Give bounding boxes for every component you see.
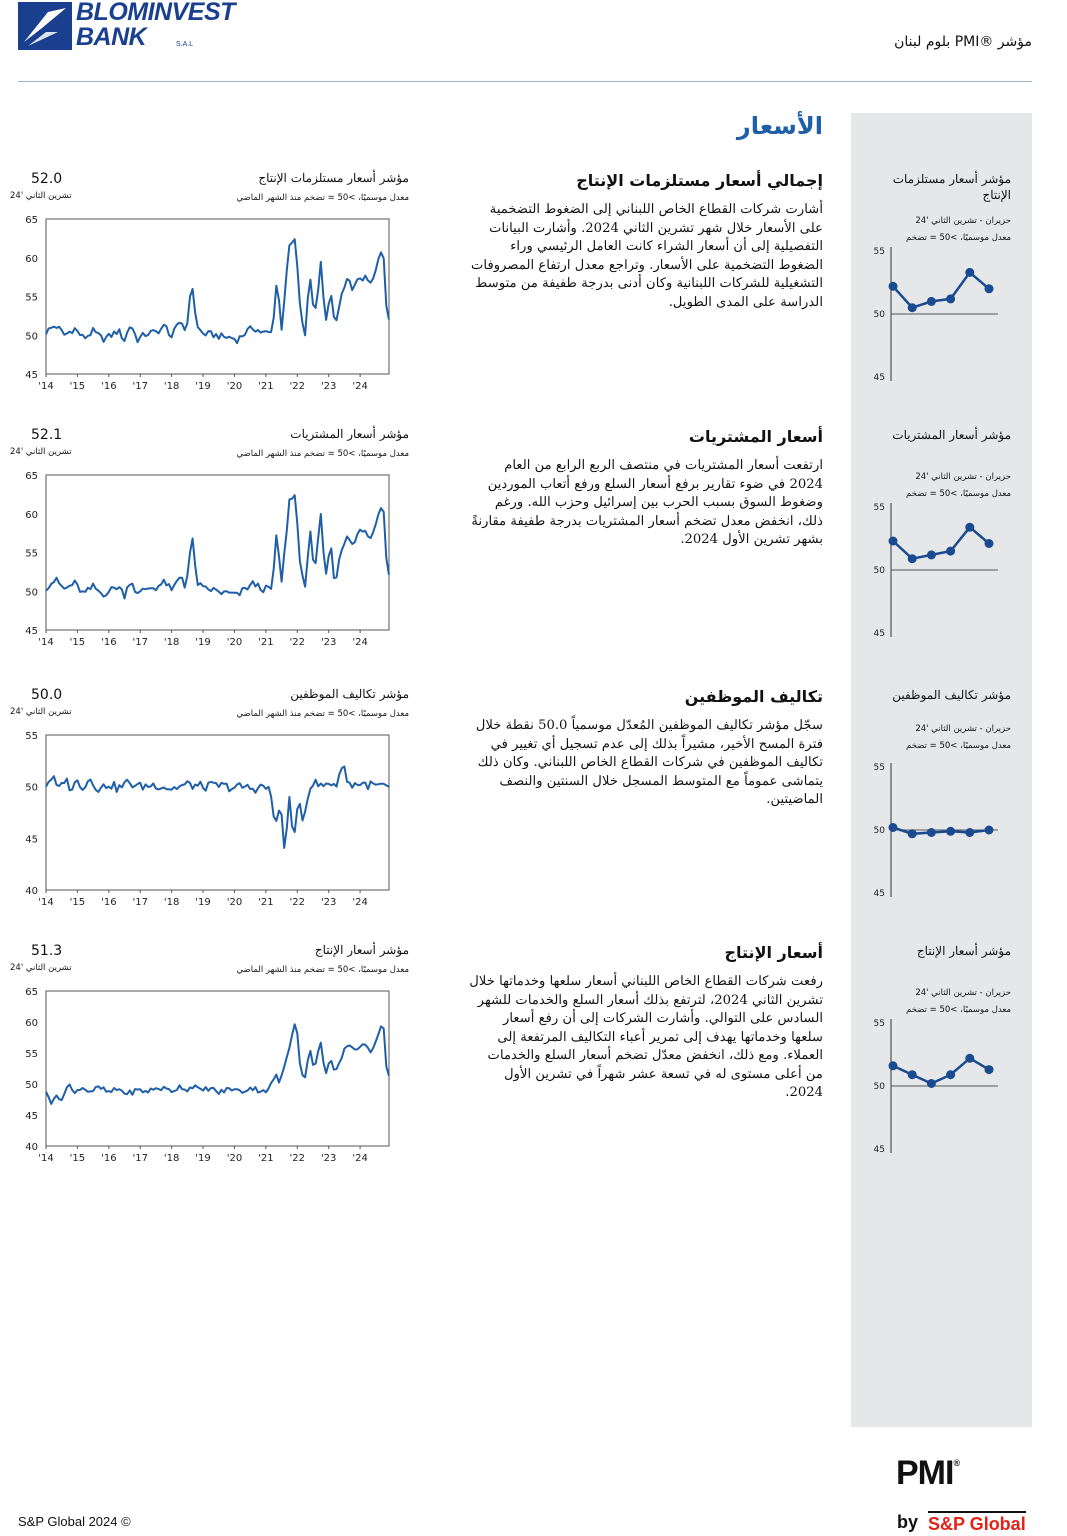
side-point bbox=[927, 550, 936, 559]
x-tick-label: '18 bbox=[163, 897, 180, 908]
x-tick-label: '14 bbox=[38, 381, 54, 392]
side-line-chart bbox=[0, 667, 1067, 927]
chart-subtitle: معدل موسميًا، >50 = تضخم منذ الشهر الماضي bbox=[236, 965, 409, 975]
side-point bbox=[889, 537, 898, 546]
side-y-tick-label: 45 bbox=[873, 373, 885, 383]
x-tick-label: '20 bbox=[226, 637, 243, 648]
side-chart-period: حزيران - تشرين الثاني '24 bbox=[915, 472, 1011, 482]
x-tick-label: '16 bbox=[101, 637, 117, 648]
x-tick-label: '14 bbox=[38, 1153, 54, 1164]
side-point bbox=[965, 523, 974, 532]
x-tick-label: '19 bbox=[195, 897, 211, 908]
y-tick-label: 50 bbox=[25, 1080, 38, 1091]
side-point bbox=[908, 829, 917, 838]
side-point bbox=[985, 826, 994, 835]
side-chart-period: حزيران - تشرين الثاني '24 bbox=[915, 988, 1011, 998]
x-tick-label: '17 bbox=[132, 897, 148, 908]
y-tick-label: 55 bbox=[25, 548, 38, 560]
x-tick-label: '19 bbox=[195, 381, 211, 392]
chart-title: مؤشر تكاليف الموظفين bbox=[290, 687, 409, 701]
x-tick-label: '23 bbox=[320, 637, 337, 648]
section-body: سجّل مؤشر تكاليف الموظفين المُعدّل موسمياً 50.0 نقطة خلال فترة المسح الأخير، مشيراً بذلك إلى عدم تسجيل أي تغيير في تكاليف الموظفين في شركات القطاع الخاص اللبناني. وكان ذلك يتماشى عموماً مع المتوسط المسجل خلال السنتين والنصف الماضيتين. bbox=[475, 718, 823, 807]
side-chart-title: مؤشر أسعار الإنتاج bbox=[916, 944, 1011, 958]
x-tick-label: '19 bbox=[195, 637, 211, 648]
logo-suffix: S.A.L bbox=[176, 41, 194, 48]
side-chart-period: حزيران - تشرين الثاني '24 bbox=[915, 724, 1011, 734]
side-point bbox=[965, 1054, 974, 1063]
x-tick-label: '19 bbox=[195, 1153, 211, 1164]
side-point bbox=[889, 823, 898, 832]
latest-value: 51.3 bbox=[31, 943, 63, 959]
copyright: S&P Global 2024 © bbox=[18, 1514, 131, 1529]
side-line-chart bbox=[0, 923, 1067, 1183]
side-chart-title: مؤشر أسعار المشتريات bbox=[892, 428, 1011, 442]
side-point bbox=[908, 554, 917, 563]
x-tick-label: '24 bbox=[352, 637, 368, 648]
x-tick-label: '15 bbox=[69, 897, 86, 908]
side-point bbox=[946, 547, 955, 556]
x-tick-label: '21 bbox=[258, 1153, 274, 1164]
report-title: مؤشر ®PMI بلوم لبنان bbox=[894, 34, 1032, 50]
y-tick-label: 60 bbox=[25, 509, 38, 521]
side-y-tick-label: 50 bbox=[873, 1082, 885, 1092]
side-chart-note: معدل موسميًا، >50 = تضخم bbox=[906, 489, 1011, 499]
logo-text-line2: BANK bbox=[76, 23, 147, 51]
x-tick-label: '23 bbox=[320, 1153, 337, 1164]
latest-month: تشرين الثاني '24 bbox=[10, 963, 72, 973]
x-tick-label: '18 bbox=[163, 637, 180, 648]
side-point bbox=[908, 1070, 917, 1079]
y-tick-label: 55 bbox=[25, 731, 38, 742]
x-tick-label: '20 bbox=[226, 1153, 243, 1164]
side-y-tick-label: 50 bbox=[873, 566, 885, 576]
latest-value: 50.0 bbox=[31, 687, 63, 703]
y-tick-label: 50 bbox=[25, 782, 38, 794]
side-point bbox=[965, 828, 974, 837]
side-series-line bbox=[893, 272, 989, 307]
logo-mark-icon bbox=[18, 2, 72, 50]
side-chart-title: مؤشر أسعار مستلزمات الإنتاج bbox=[892, 172, 1011, 202]
y-tick-label: 55 bbox=[25, 292, 38, 304]
side-series-line bbox=[893, 828, 989, 834]
x-tick-label: '16 bbox=[101, 897, 117, 908]
by-label: by bbox=[897, 1512, 919, 1532]
side-chart-title: مؤشر تكاليف الموظفين bbox=[892, 688, 1011, 702]
side-chart-note: معدل موسميًا، >50 = تضخم bbox=[906, 1005, 1011, 1015]
x-tick-label: '20 bbox=[226, 897, 243, 908]
latest-month: تشرين الثاني '24 bbox=[10, 191, 72, 201]
side-point bbox=[985, 284, 994, 293]
sp-global-logo: S&P Global bbox=[928, 1511, 1026, 1535]
section-heading: أسعار الإنتاج bbox=[724, 943, 823, 962]
chart-subtitle: معدل موسميًا، >50 = تضخم منذ الشهر الماضي bbox=[236, 193, 409, 203]
side-line-chart bbox=[0, 407, 1067, 667]
y-tick-label: 45 bbox=[25, 626, 38, 637]
x-tick-label: '22 bbox=[289, 381, 306, 392]
section-heading: إجمالي أسعار مستلزمات الإنتاج bbox=[576, 171, 823, 190]
x-tick-label: '16 bbox=[101, 1153, 117, 1164]
side-point bbox=[889, 1061, 898, 1070]
chart-title: مؤشر أسعار المشتريات bbox=[290, 427, 409, 441]
y-tick-label: 65 bbox=[25, 215, 38, 226]
y-tick-label: 40 bbox=[25, 1142, 38, 1153]
side-y-tick-label: 50 bbox=[873, 310, 885, 320]
pmi-trademark: ® bbox=[953, 1458, 960, 1468]
latest-month: تشرين الثاني '24 bbox=[10, 447, 72, 457]
chart-subtitle: معدل موسميًا، >50 = تضخم منذ الشهر الماضي bbox=[236, 449, 409, 459]
header-divider bbox=[18, 81, 1032, 82]
page-title: الأسعار bbox=[736, 112, 823, 140]
section-heading: أسعار المشتريات bbox=[688, 427, 823, 446]
latest-value: 52.1 bbox=[31, 427, 63, 443]
section-body: رفعت شركات القطاع الخاص اللبناني أسعار سلعها وخدماتها خلال تشرين الثاني 2024، لترتفع بذلك أسعار السلع والخدمات للشهر السادس على التوالي. وأشارت الشركات إلى أن رفع أسعار سلعها وخدماتها يهدف إلى تمرير أعباء التكاليف المرتفعة إلى العملاء. ومع ذلك، انخفض معدّل تضخم أسعار السلع والخدمات من أعلى مستوى له في تسعة عشر شهراً في تشرين الأول 2024. bbox=[469, 974, 823, 1100]
y-tick-label: 45 bbox=[25, 834, 38, 846]
y-tick-label: 50 bbox=[25, 587, 38, 599]
y-tick-label: 60 bbox=[25, 253, 38, 265]
chart-title: مؤشر أسعار الإنتاج bbox=[314, 943, 409, 957]
y-tick-label: 45 bbox=[25, 370, 38, 381]
x-tick-label: '22 bbox=[289, 1153, 306, 1164]
side-point bbox=[889, 282, 898, 291]
x-tick-label: '17 bbox=[132, 1153, 148, 1164]
section-heading: تكاليف الموظفين bbox=[684, 687, 823, 706]
y-tick-label: 50 bbox=[25, 331, 38, 343]
side-y-tick-label: 55 bbox=[873, 1019, 885, 1029]
x-tick-label: '21 bbox=[258, 897, 274, 908]
latest-value: 52.0 bbox=[31, 171, 63, 187]
blominvest-logo bbox=[18, 0, 258, 52]
side-line-chart bbox=[0, 151, 1067, 411]
side-chart-note: معدل موسميًا، >50 = تضخم bbox=[906, 233, 1011, 243]
x-tick-label: '15 bbox=[69, 381, 86, 392]
pmi-logo-text: PMI bbox=[896, 1454, 954, 1492]
x-tick-label: '15 bbox=[69, 1153, 86, 1164]
logo-text-line1: BLOMINVEST bbox=[76, 0, 235, 26]
side-chart-note: معدل موسميًا، >50 = تضخم bbox=[906, 741, 1011, 751]
side-point bbox=[965, 268, 974, 277]
x-tick-label: '22 bbox=[289, 637, 306, 648]
x-tick-label: '24 bbox=[352, 381, 368, 392]
side-y-tick-label: 50 bbox=[873, 826, 885, 836]
side-y-tick-label: 45 bbox=[873, 629, 885, 639]
side-point bbox=[985, 1065, 994, 1074]
x-tick-label: '21 bbox=[258, 637, 274, 648]
x-tick-label: '14 bbox=[38, 897, 54, 908]
y-tick-label: 60 bbox=[25, 1018, 38, 1029]
y-tick-label: 45 bbox=[25, 1111, 38, 1122]
side-point bbox=[946, 1070, 955, 1079]
x-tick-label: '21 bbox=[258, 381, 274, 392]
x-tick-label: '18 bbox=[163, 1153, 180, 1164]
side-series-line bbox=[893, 527, 989, 559]
x-tick-label: '22 bbox=[289, 897, 306, 908]
y-tick-label: 55 bbox=[25, 1049, 38, 1060]
side-y-tick-label: 45 bbox=[873, 889, 885, 899]
x-tick-label: '14 bbox=[38, 637, 54, 648]
x-tick-label: '24 bbox=[352, 897, 368, 908]
latest-month: تشرين الثاني '24 bbox=[10, 707, 72, 717]
side-point bbox=[946, 827, 955, 836]
side-y-tick-label: 55 bbox=[873, 503, 885, 513]
x-tick-label: '16 bbox=[101, 381, 117, 392]
x-tick-label: '17 bbox=[132, 381, 148, 392]
chart-title: مؤشر أسعار مستلزمات الإنتاج bbox=[258, 171, 409, 185]
section-body: ارتفعت أسعار المشتريات في منتصف الربع الرابع من العام 2024 في ضوء تقارير برفع أسعار السلع ورفع أتعاب الموردين وضغوط السوق بسبب الحرب بين إسرائيل وحزب الله. ورغم ذلك، انخفض معدل تضخم أسعار المشتريات بدرجة طفيفة مقارنةً بشهر تشرين الأول 2024. bbox=[471, 458, 823, 547]
y-tick-label: 40 bbox=[25, 886, 38, 897]
side-series-line bbox=[893, 1058, 989, 1083]
x-tick-label: '15 bbox=[69, 637, 86, 648]
pmi-logo bbox=[896, 1454, 959, 1493]
x-tick-label: '23 bbox=[320, 897, 337, 908]
x-tick-label: '24 bbox=[352, 1153, 368, 1164]
chart-subtitle: معدل موسميًا، >50 = تضخم منذ الشهر الماضي bbox=[236, 709, 409, 719]
side-point bbox=[946, 294, 955, 303]
side-point bbox=[927, 297, 936, 306]
side-point bbox=[927, 1079, 936, 1088]
y-tick-label: 65 bbox=[25, 471, 38, 482]
side-point bbox=[985, 539, 994, 548]
side-y-tick-label: 55 bbox=[873, 247, 885, 257]
section-body: أشارت شركات القطاع الخاص اللبناني إلى الضغوط التضخمية على الأسعار خلال شهر تشرين الثاني 2024. وأشارت البيانات التفصيلية إلى أن أسعار الشراء كانت العامل الرئيسي وراء الضغوط التضخمية على الأسعار. وتراجع معدل ارتفاع المصروفات التشغيلية للشركات اللبنانية وكان أدنى بدرجة طفيفة من متوسط الدراسة على المدى الطويل. bbox=[471, 202, 823, 310]
side-point bbox=[908, 303, 917, 312]
side-point bbox=[927, 828, 936, 837]
x-tick-label: '18 bbox=[163, 381, 180, 392]
side-y-tick-label: 45 bbox=[873, 1145, 885, 1155]
y-tick-label: 65 bbox=[25, 987, 38, 998]
side-y-tick-label: 55 bbox=[873, 763, 885, 773]
x-tick-label: '20 bbox=[226, 381, 243, 392]
x-tick-label: '23 bbox=[320, 381, 337, 392]
x-tick-label: '17 bbox=[132, 637, 148, 648]
side-chart-period: حزيران - تشرين الثاني '24 bbox=[915, 216, 1011, 226]
